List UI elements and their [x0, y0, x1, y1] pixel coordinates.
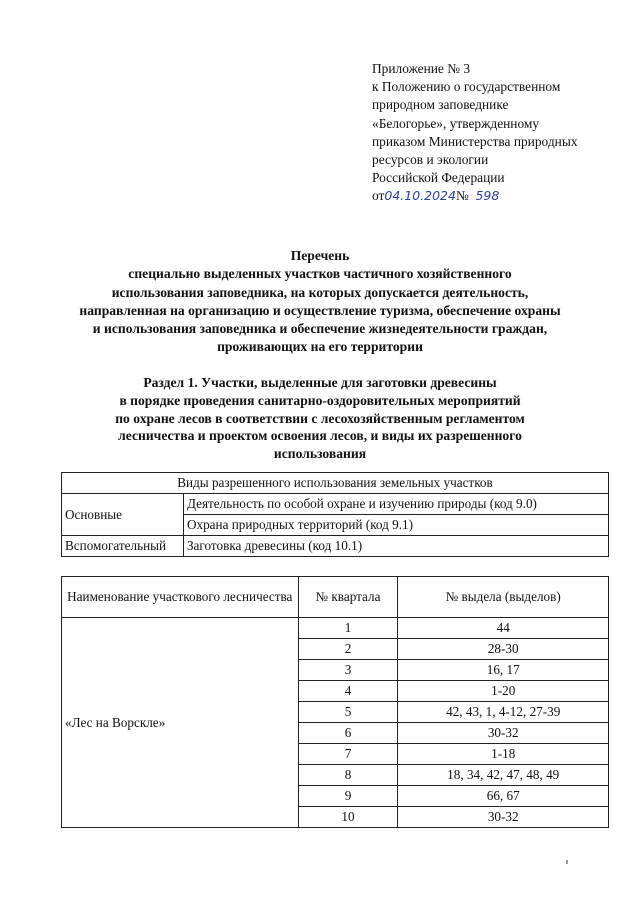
appendix-line: природном заповеднике — [372, 97, 509, 113]
document-title — [40, 247, 600, 357]
title-line: Перечень — [290, 248, 350, 263]
table-row — [62, 618, 609, 639]
handwritten-number: 598 — [475, 188, 500, 204]
plots-cell: 30-32 — [398, 807, 609, 828]
appendix-block — [372, 60, 632, 206]
appendix-date-line — [372, 187, 632, 205]
main-usage-label: Основные — [62, 494, 184, 536]
usage-table-header: Виды разрешенного использования земельных участков — [62, 473, 609, 494]
quarter-cell: 10 — [298, 807, 398, 828]
usage-table — [61, 472, 609, 557]
plots-table — [61, 576, 609, 828]
section-line: Раздел 1. Участки, выделенные для заготовки древесины — [143, 375, 497, 390]
section-line: лесничества и проектом освоения лесов, и виды их разрешенного — [118, 428, 522, 444]
plots-cell: 28-30 — [398, 639, 609, 660]
plots-cell: 18, 34, 42, 47, 48, 49 — [398, 765, 609, 786]
section-line: по охране лесов в соответствии с лесохозяйственным регламентом — [115, 410, 525, 426]
title-line: специально выделенных участков частичного хозяйственного — [128, 266, 512, 282]
quarter-cell: 8 — [298, 765, 398, 786]
title-line: проживающих на его территории — [217, 339, 423, 355]
header-plots: № выдела (выделов) — [398, 577, 609, 618]
quarter-cell: 2 — [298, 639, 398, 660]
aux-usage-item: Заготовка древесины (код 10.1) — [183, 536, 608, 557]
quarter-cell: 6 — [298, 723, 398, 744]
main-usage-item: Деятельность по особой охране и изучению природы (код 9.0) — [183, 494, 608, 515]
forestry-name: «Лес на Ворскле» — [62, 618, 299, 828]
plots-cell: 16, 17 — [398, 660, 609, 681]
from-label: от — [372, 188, 385, 204]
quarter-cell: 5 — [298, 702, 398, 723]
appendix-line: к Положению о государственном — [372, 79, 561, 95]
section-line: использования — [273, 446, 367, 462]
quarter-cell: 3 — [298, 660, 398, 681]
quarter-cell: 4 — [298, 681, 398, 702]
appendix-line: Приложение № 3 — [372, 61, 471, 76]
appendix-line: «Белогорье», утвержденному — [372, 115, 540, 131]
quarter-cell: 9 — [298, 786, 398, 807]
appendix-line: Российской Федерации — [372, 170, 505, 186]
plots-cell: 66, 67 — [398, 786, 609, 807]
header-forestry: Наименование участкового лесничества — [62, 577, 299, 618]
handwritten-date: 04.10.2024 — [384, 188, 456, 204]
appendix-line: приказом Министерства природных — [372, 133, 578, 149]
title-line: и использования заповедника и обеспечение жизнедеятельности граждан, — [92, 321, 548, 337]
plots-cell: 30-32 — [398, 723, 609, 744]
scan-speck — [566, 860, 568, 864]
main-usage-item: Охрана природных территорий (код 9.1) — [183, 515, 608, 536]
plots-cell: 1-18 — [398, 744, 609, 765]
quarter-cell: 1 — [298, 618, 398, 639]
plots-cell: 42, 43, 1, 4-12, 27-39 — [398, 702, 609, 723]
section-line: в порядке проведения санитарно-оздоровительных мероприятий — [119, 392, 521, 408]
plots-cell: 44 — [398, 618, 609, 639]
section-heading — [40, 374, 600, 463]
aux-usage-label: Вспомогательный — [62, 536, 184, 557]
title-line: направленная на организацию и осуществление туризма, обеспечение охраны — [79, 302, 561, 318]
appendix-line: ресурсов и экологии — [372, 152, 489, 168]
header-quarter: № квартала — [298, 577, 398, 618]
title-line: использования заповедника, на которых допускается деятельность, — [111, 284, 529, 300]
quarter-cell: 7 — [298, 744, 398, 765]
plots-cell: 1-20 — [398, 681, 609, 702]
number-label: № — [455, 188, 469, 204]
